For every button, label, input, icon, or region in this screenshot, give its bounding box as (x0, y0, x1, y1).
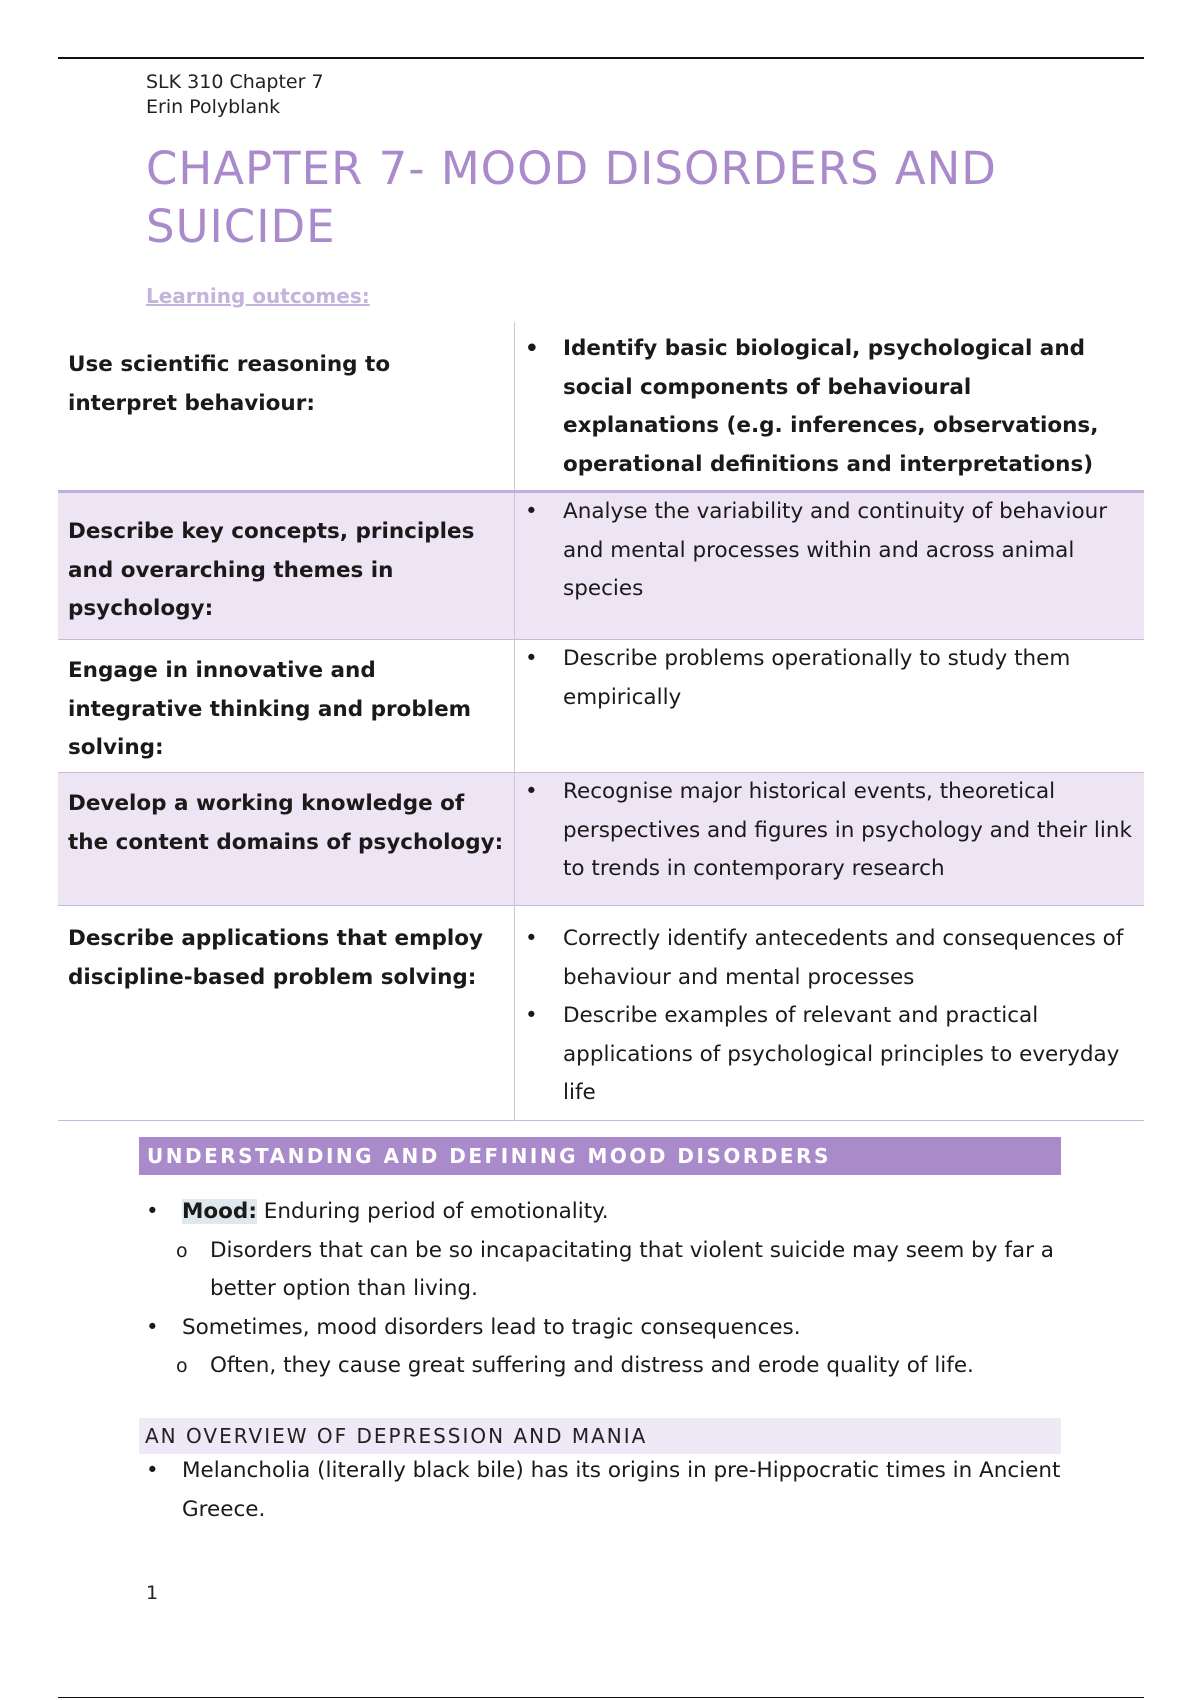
outcome-item: • Correctly identify antecedents and consequences of behaviour and mental processes (525, 920, 1134, 997)
author-label: Erin Polyblank (146, 96, 281, 118)
section-heading: UNDERSTANDING AND DEFINING MOOD DISORDERS (139, 1137, 1061, 1175)
mood-term: Mood: (182, 1199, 257, 1224)
outcome-goal: Engage in innovative and integrative thinking and problem solving: (58, 640, 515, 773)
subsection-heading: AN OVERVIEW OF DEPRESSION AND MANIA (139, 1418, 1061, 1454)
learning-outcomes-table (58, 322, 1144, 1121)
mood-disorders-list (146, 1193, 1066, 1386)
top-rule (58, 57, 1144, 59)
page-title: CHAPTER 7- MOOD DISORDERS AND SUICIDE (146, 142, 997, 253)
outcome-goal: Develop a working knowledge of the content domains of psychology: (58, 773, 515, 906)
outcome-items (515, 640, 1145, 773)
outcome-items (515, 773, 1145, 906)
list-item: • Sometimes, mood disorders lead to tragic consequences. (146, 1309, 1066, 1348)
list-item (146, 1193, 1066, 1232)
list-item: • Melancholia (literally black bile) has its origins in pre-Hippocratic times in Ancient Greece. (146, 1452, 1066, 1529)
outcome-row (58, 322, 1144, 492)
outcome-items (515, 492, 1145, 640)
outcome-items (515, 322, 1145, 492)
sub-list-item: o Disorders that can be so incapacitating that violent suicide may seem by far a better option than living. (146, 1232, 1066, 1309)
outcome-goal: Describe applications that employ discipline-based problem solving: (58, 906, 515, 1121)
outcome-items (515, 906, 1145, 1121)
outcome-row (58, 492, 1144, 640)
outcome-goal: Describe key concepts, principles and overarching themes in psychology: (58, 492, 515, 640)
outcome-row (58, 640, 1144, 773)
outcome-row (58, 773, 1144, 906)
outcome-row (58, 906, 1144, 1121)
mood-definition: Enduring period of emotionality. (256, 1199, 609, 1224)
outcome-item: • Analyse the variability and continuity of behaviour and mental processes within and across animal species (525, 493, 1134, 609)
overview-list (146, 1452, 1066, 1529)
outcome-item: • Describe examples of relevant and practical applications of psychological principles to everyday life (525, 997, 1134, 1113)
bottom-rule (58, 1697, 1144, 1698)
outcome-item: • Identify basic biological, psychological and social components of behavioural explanations (e.g. inferences, observations, operational definitions and interpretations) (525, 330, 1134, 484)
outcome-goal: Use scientific reasoning to interpret behaviour: (58, 322, 515, 492)
outcome-item: • Describe problems operationally to study them empirically (525, 640, 1134, 717)
learning-outcomes-heading: Learning outcomes: (146, 284, 370, 308)
outcome-item: • Recognise major historical events, theoretical perspectives and figures in psychology and their link to trends in contemporary research (525, 773, 1134, 889)
course-label: SLK 310 Chapter 7 (146, 71, 324, 93)
sub-list-item: o Often, they cause great suffering and distress and erode quality of life. (146, 1347, 1066, 1386)
page-number: 1 (146, 1582, 159, 1604)
document-header (146, 70, 324, 120)
